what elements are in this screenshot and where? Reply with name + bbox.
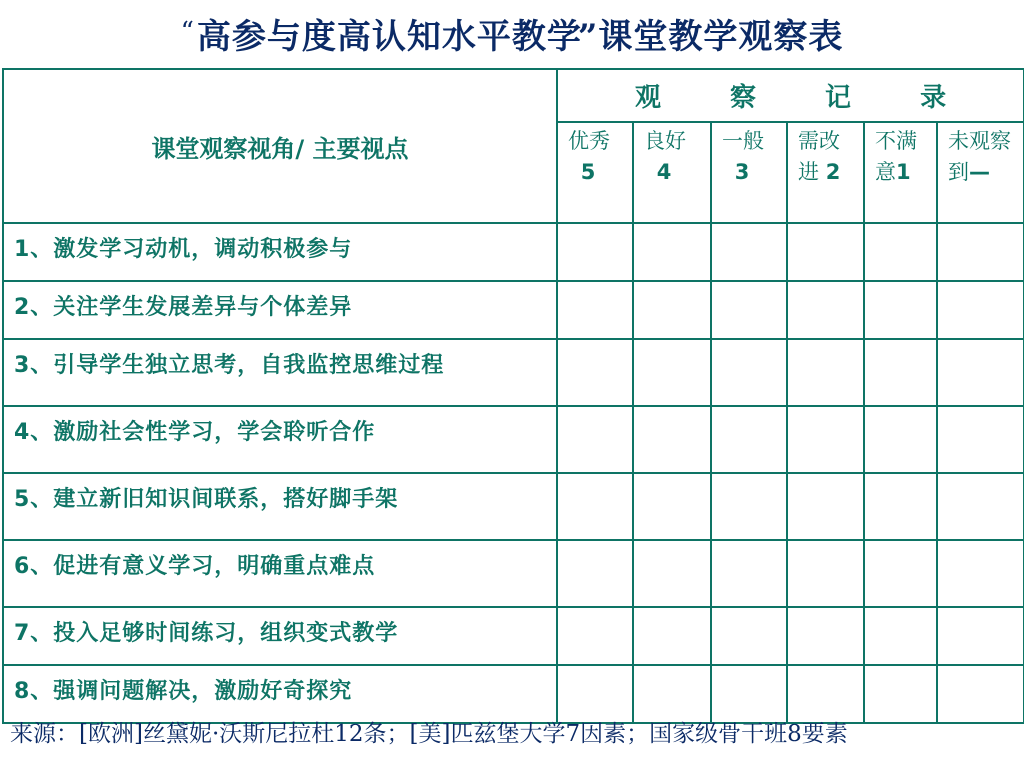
rating-score: 3 [734,160,750,184]
rating-cell[interactable] [711,339,787,406]
title-close-quote: ” [577,17,599,57]
rating-cell[interactable] [787,406,864,473]
rating-cell[interactable] [937,281,1024,339]
rating-cell[interactable] [557,406,633,473]
table-row [3,540,1024,607]
table-row [3,665,1024,723]
rating-cell[interactable] [787,339,864,406]
rating-cell[interactable] [557,473,633,540]
rating-cell[interactable] [937,339,1024,406]
rating-cell[interactable] [864,339,937,406]
rating-cell[interactable] [787,223,864,281]
title-suffix: 课堂教学观察表 [598,17,844,57]
rating-cell[interactable] [864,540,937,607]
rating-average [711,122,787,223]
rating-label: 优秀 [568,129,610,153]
rating-good [633,122,711,223]
table-row [3,339,1024,406]
table-row [3,473,1024,540]
rating-cell[interactable] [787,607,864,665]
rating-cell[interactable] [864,473,937,540]
rating-label: 需改进 [798,129,840,184]
rating-cell[interactable] [633,281,711,339]
observation-item: 5、建立新旧知识间联系，搭好脚手架 [3,473,557,540]
page-title [0,4,1024,60]
rating-cell[interactable] [937,406,1024,473]
rating-cell[interactable] [864,281,937,339]
observation-item: 3、引导学生独立思考，自我监控思维过程 [3,339,557,406]
rating-cell[interactable] [633,540,711,607]
rating-cell[interactable] [633,339,711,406]
source-note: 来源：[欧洲]丝黛妮·沃斯尼拉杜12条；[美]匹兹堡大学7因素；国家级骨干班8要素 [10,721,848,747]
observation-perspective-header: 课堂观察视角/ 主要视点 [3,69,557,223]
observation-item: 8、强调问题解决，激励好奇探究 [3,665,557,723]
rating-cell[interactable] [864,665,937,723]
rating-score: — [969,160,990,184]
rating-cell[interactable] [787,540,864,607]
rating-cell[interactable] [787,665,864,723]
observation-item: 7、投入足够时间练习，组织变式教学 [3,607,557,665]
rating-cell[interactable] [937,665,1024,723]
rating-label: 不满意 [875,129,917,184]
rating-cell[interactable] [937,223,1024,281]
rating-score: 1 [896,160,911,184]
rating-cell[interactable] [711,540,787,607]
title-open-quote: “ [180,17,195,47]
rating-cell[interactable] [633,223,711,281]
rating-cell[interactable] [557,339,633,406]
rating-cell[interactable] [711,607,787,665]
rating-excellent [557,122,633,223]
rating-cell[interactable] [711,665,787,723]
rating-cell[interactable] [711,473,787,540]
rating-unsatisfied [864,122,937,223]
rating-cell[interactable] [633,665,711,723]
rating-cell[interactable] [557,281,633,339]
rating-score: 4 [656,160,672,184]
table-row [3,406,1024,473]
rating-not-observed [937,122,1024,223]
table-row [3,223,1024,281]
rating-cell[interactable] [864,607,937,665]
rating-cell[interactable] [711,281,787,339]
rating-cell[interactable] [864,223,937,281]
rating-score: 2 [825,160,841,184]
rating-label: 良好 [644,129,686,153]
rating-cell[interactable] [633,607,711,665]
rating-cell[interactable] [633,473,711,540]
rating-cell[interactable] [557,540,633,607]
rating-cell[interactable] [633,406,711,473]
rating-cell[interactable] [937,540,1024,607]
observation-item: 2、关注学生发展差异与个体差异 [3,281,557,339]
rating-needs-improvement [787,122,864,223]
observation-item: 4、激励社会性学习，学会聆听合作 [3,406,557,473]
rating-cell[interactable] [557,607,633,665]
rating-label: 一般 [722,129,764,153]
observation-record-header: 观 察 记 录 [557,69,1024,122]
observation-table [2,68,1024,724]
rating-cell[interactable] [937,473,1024,540]
rating-cell[interactable] [787,281,864,339]
rating-label: 未观察到 [948,129,1011,184]
rating-cell[interactable] [937,607,1024,665]
observation-item: 1、激发学习动机，调动积极参与 [3,223,557,281]
rating-cell[interactable] [864,406,937,473]
table-row [3,607,1024,665]
rating-cell[interactable] [557,223,633,281]
rating-cell[interactable] [711,406,787,473]
rating-score: 5 [580,160,596,184]
rating-cell[interactable] [711,223,787,281]
observation-item: 6、促进有意义学习，明确重点难点 [3,540,557,607]
rating-cell[interactable] [787,473,864,540]
title-main: 高参与度高认知水平教学 [196,17,582,57]
rating-cell[interactable] [557,665,633,723]
table-row [3,281,1024,339]
